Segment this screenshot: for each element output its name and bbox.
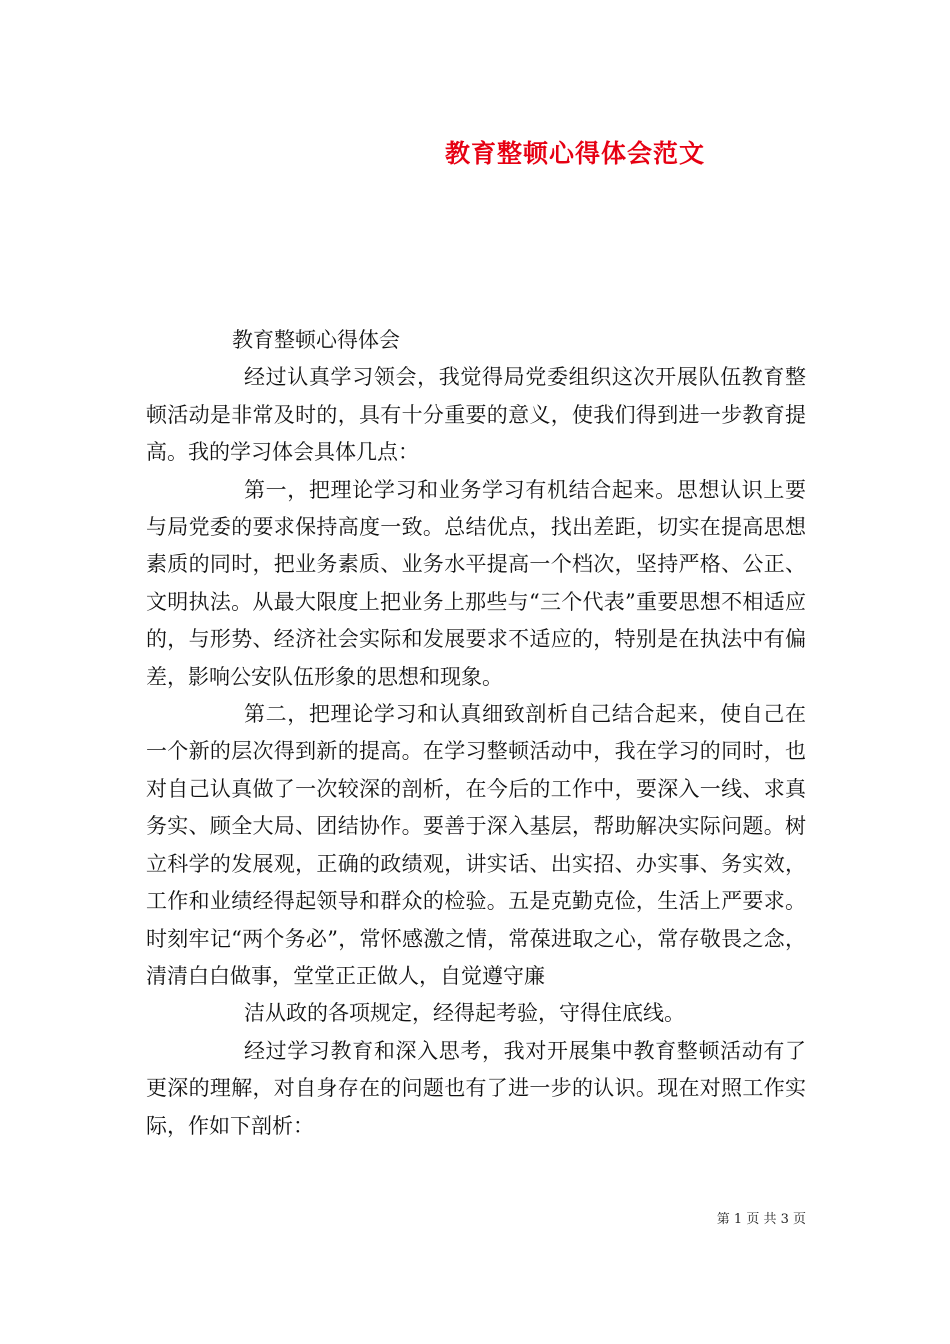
paragraph-continuation: 洁从政的各项规定，经得起考验，守得住底线。 xyxy=(244,1001,685,1026)
document-body xyxy=(146,322,806,1145)
paragraph-intro: 经过认真学习领会，我觉得局党委组织这次开展队伍教育整顿活动是非常及时的，具有十分重要的意义，使我们得到进一步教育提高。我的学习体会具体几点： xyxy=(146,365,806,465)
document-subtitle: 教育整顿心得体会 xyxy=(232,328,400,352)
paragraph-analysis: 经过学习教育和深入思考，我对开展集中教育整顿活动有了更深的理解，对自身存在的问题也有了进一步的认识。现在对照工作实际，作如下剖析： xyxy=(146,1038,806,1138)
page-number-footer: 第 1 页 共 3 页 xyxy=(716,1212,806,1227)
paragraph-second-point: 第二，把理论学习和认真细致剖析自己结合起来，使自己在一个新的层次得到新的提高。在学习整顿活动中，我在学习的同时，也对自己认真做了一次较深的剖析，在今后的工作中，要深入一线、求真务实、顾全大局、团结协作。要善于深入基层，帮助解决实际问题。树立科学的发展观，正确的政绩观，讲实话、出实招、办实事、务实效，工作和业绩经得起领导和群众的检验。五是克勤克俭，生活上严要求。时刻牢记“两个务必”，常怀感激之情，常葆进取之心，常存敬畏之念，清清白白做事，堂堂正正做人，自觉遵守廉 xyxy=(146,702,806,988)
document-title: 教育整顿心得体会范文 xyxy=(444,139,705,168)
paragraph-first-point: 第一，把理论学习和业务学习有机结合起来。思想认识上要与局党委的要求保持高度一致。总结优点，找出差距，切实在提高思想素质的同时，把业务素质、业务水平提高一个档次，坚持严格、公正、文明执法。从最大限度上把业务上那些与“三个代表”重要思想不相适应的，与形势、经济社会实际和发展要求不适应的，特别是在执法中有偏差，影响公安队伍形象的思想和现象。 xyxy=(146,477,806,689)
